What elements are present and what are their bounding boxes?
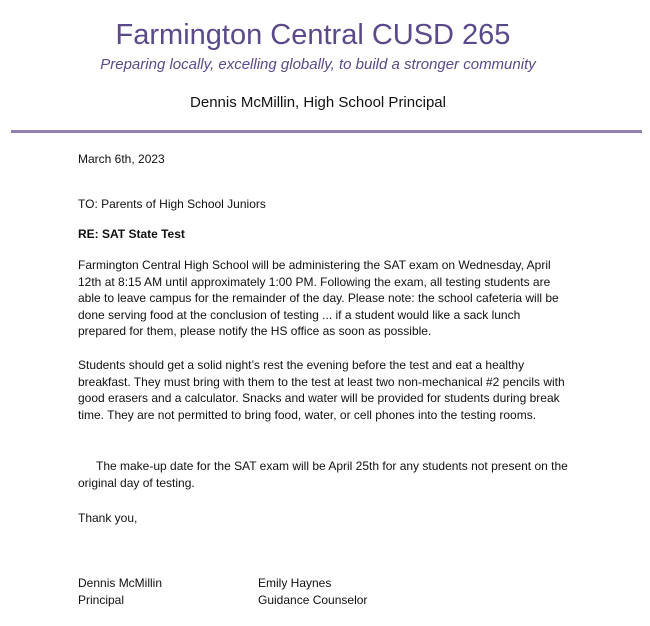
- signature-title: Guidance Counselor: [258, 593, 368, 607]
- signature-name: Emily Haynes: [258, 576, 332, 590]
- signature-counselor: [258, 575, 367, 609]
- district-name: Farmington Central CUSD 265: [115, 19, 511, 51]
- paragraph-exam-details: Farmington Central High School will be administering the SAT exam on Wednesday, April 12th at 8:15 AM until approximately 1:00 PM. Following the exam, all testing students are able to leave campus for the remainder of the day. Please note: the school cafeteria will be done serving food at the conclusion of testing ... if a student would like a sack lunch prepared for them, please notify the HS office as soon as possible.: [78, 258, 559, 339]
- letter-date: March 6th, 2023: [78, 152, 165, 166]
- closing: Thank you,: [78, 511, 138, 525]
- makeup-date-text: The make-up date for the SAT exam will be April 25th for any students not present on the original day of testing.: [78, 459, 568, 490]
- signature-name: Dennis McMillin: [78, 576, 163, 590]
- district-motto: Preparing locally, excelling globally, to build a stronger community: [100, 56, 536, 73]
- paragraph-preparation: Students should get a solid night’s rest the evening before the test and eat a healthy breakfast. They must bring with them to the test at least two non-mechanical #2 pencils with good erasers and a calculator. Snacks and water will be provided for students during break time. They are not permitted to bring food, water, or cell phones into the testing rooms.: [78, 358, 565, 422]
- signature-title: Principal: [78, 593, 125, 607]
- principal-line: Dennis McMillin, High School Principal: [190, 94, 446, 111]
- recipient-line: TO: Parents of High School Juniors: [78, 197, 266, 211]
- header-divider: [11, 130, 642, 133]
- signature-principal: [78, 575, 162, 609]
- subject-line: RE: SAT State Test: [78, 227, 185, 241]
- paragraph-makeup-date: [78, 458, 568, 491]
